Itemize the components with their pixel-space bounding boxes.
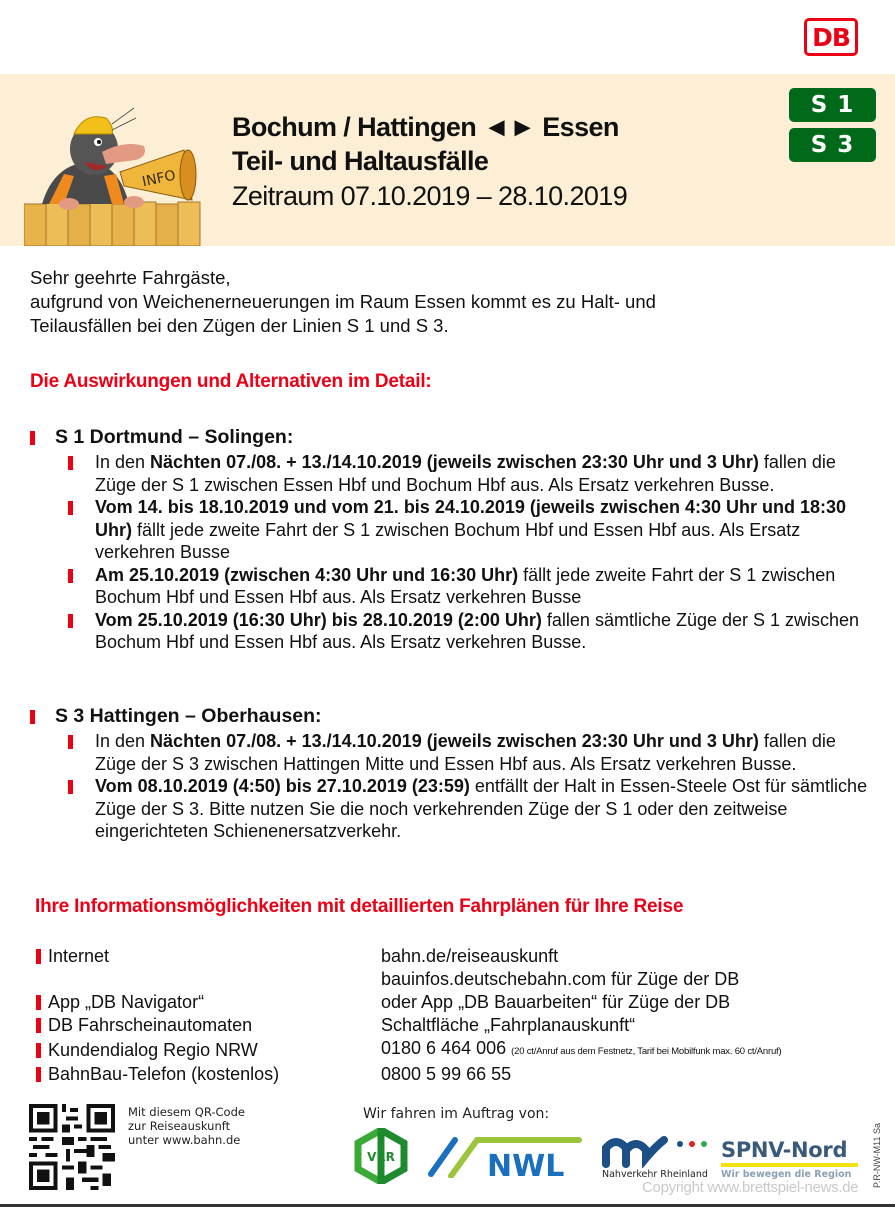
spnv-nord-logo [721,1138,859,1184]
info-table [36,945,781,1086]
info-label: App „DB Navigator“ [48,992,205,1012]
intro-line: aufgrund von Weichenerneuerungen im Raum Essen kommt es zu Halt- und [30,291,656,312]
item-bold: Nächten 07./08. + 13./14.10.2019 (jeweils zwischen 23:30 Uhr und 3 Uhr) [150,452,759,472]
svg-text:VRR: VRR [367,1150,395,1164]
spnv-title: SPNV-Nord [721,1138,848,1162]
item-text: fällt jede zweite Fahrt der S 1 zwischen Bochum Hbf und Essen Hbf aus. Als Ersatz verkehren Busse [95,564,836,607]
list-item [66,609,876,654]
info-label: BahnBau-Telefon (kostenlos) [48,1064,280,1084]
bullet-bar-icon [36,1067,41,1082]
line-section-s1 [30,425,890,654]
item-bold: Nächten 07./08. + 13./14.10.2019 (jeweils zwischen 23:30 Uhr und 3 Uhr) [150,731,759,751]
bullet-bar-icon [36,995,41,1010]
info-row [36,991,781,1014]
info-row [36,1063,781,1086]
item-text: fallen die Züge der S 3 zwischen Hattingen Mitte und Essen Hbf aus. Als Ersatz verkehren Busse. [95,731,836,774]
line-heading-text: S 1 Dortmund – Solingen: [55,426,294,448]
mole-mascot-icon [24,104,204,246]
line-items [66,451,890,654]
vrr-logo-icon [354,1128,408,1184]
line-heading [30,704,890,728]
item-text: fällt jede zweite Fahrt der S 1 zwischen Bochum Hbf und Essen Hbf aus. Als Ersatz verkehren Busse [95,519,801,562]
item-text: In den [95,452,151,472]
nahverkehr-rheinland-logo [602,1136,712,1184]
info-value: bahn.de/reiseauskunft [381,946,559,966]
line-badge-s3: S 3 [789,128,876,162]
header-band [0,74,895,246]
nvr-wave-icon [602,1136,712,1168]
qr-code-icon [29,1104,115,1190]
page-title-route: Bochum / Hattingen ◄► Essen [232,112,619,142]
info-row [36,945,781,968]
item-bold: Vom 25.10.2019 (16:30 Uhr) bis 28.10.2019 (2:00 Uhr) [95,609,542,630]
bullet-bar-icon [30,710,35,724]
salutation: Sehr geehrte Fahrgäste, [30,267,231,288]
list-item [66,496,876,564]
qr-caption-line: Mit diesem QR-Code [128,1105,245,1119]
svg-text:INFO: INFO [140,167,178,191]
partners-label: Wir fahren im Auftrag von: [363,1106,550,1122]
list-item [66,730,876,775]
bullet-bar-icon [36,949,41,964]
info-value [381,1037,781,1063]
bullet-bar-icon [36,1018,41,1033]
info-label: Kundendialog Regio NRW [48,1039,258,1060]
info-label: DB Fahrscheinautomaten [48,1015,253,1035]
document-code: P.R-NW-M11 Sa [872,1122,882,1188]
item-text: In den [95,731,151,751]
svg-text:NWL: NWL [487,1149,565,1178]
item-bold: Am 25.10.2019 (zwischen 4:30 Uhr und 16:30 Uhr) [95,564,519,585]
line-items [66,730,890,843]
info-value: oder App „DB Bauarbeiten“ für Züge der DB [381,992,731,1012]
title-block [232,110,627,214]
nwl-logo-icon [427,1134,584,1178]
qr-caption [128,1105,245,1147]
item-text: fallen die Züge der S 1 zwischen Essen Hbf und Bochum Hbf aus. Als Ersatz verkehren Busse. [95,452,836,495]
phone-number: 0180 6 464 006 [381,1038,507,1058]
intro-text [30,266,656,338]
bullet-bar-icon [36,1043,41,1058]
bullet-bar-icon [68,456,73,470]
item-text: entfällt der Halt in Essen-Steele Ost für sämtliche Züge der S 3. Bitte nutzen Sie die noch verkehrenden Züge der S 1 oder den zeitweise eingerichteten Schienenersatzverkehr. [95,776,868,841]
qr-caption-line: unter www.bahn.de [128,1133,241,1147]
bullet-bar-icon [30,431,35,445]
item-bold: Vom 14. bis 18.10.2019 und vom 21. bis 24.10.2019 (jeweils zwischen 4:30 Uhr und 18:30 Uhr) [95,497,847,540]
page-title-type: Teil- und Haltausfälle [232,146,489,176]
db-logo [804,18,858,56]
copyright-watermark: Copyright www.brettspiel-news.de [642,1179,859,1196]
line-heading-text: S 3 Hattingen – Oberhausen: [55,705,322,727]
info-label: Internet [48,946,110,966]
line-section-s3 [30,704,890,843]
period-text: Zeitraum 07.10.2019 – 28.10.2019 [232,181,628,211]
nvr-caption: Nahverkehr Rheinland [602,1169,708,1180]
info-row [36,1037,781,1063]
bullet-bar-icon [68,569,73,583]
qr-caption-line: zur Reiseauskunft [128,1119,231,1133]
bullet-bar-icon [68,501,73,515]
line-badge-s1: S 1 [789,88,876,122]
line-badges [789,88,876,168]
list-item [66,451,876,496]
info-row [36,1014,781,1037]
info-heading: Ihre Informationsmöglichkeiten mit detaillierten Fahrplänen für Ihre Reise [35,896,684,917]
list-item [66,775,876,843]
spnv-underline [721,1163,858,1167]
tariff-note: (20 ct/Anruf aus dem Festnetz, Tarif bei Mobilfunk max. 60 ct/Anruf) [511,1046,782,1057]
details-heading: Die Auswirkungen und Alternativen im Detail: [30,371,432,392]
info-value: Schaltfläche „Fahrplanauskunft“ [381,1015,636,1035]
bullet-bar-icon [68,614,73,628]
spnv-subtitle: Wir bewegen die Region [721,1169,852,1180]
info-row [36,968,781,991]
db-logo-text: DB [812,22,850,52]
line-heading [30,425,890,449]
list-item [66,564,876,609]
item-text: fallen sämtliche Züge der S 1 zwischen Bochum Hbf und Essen Hbf aus. Als Ersatz verkehren Busse. [95,609,860,652]
bullet-bar-icon [68,780,73,794]
intro-line: Teilausfällen bei den Zügen der Linien S 1 und S 3. [30,315,449,336]
bullet-bar-icon [68,735,73,749]
info-value: 0800 5 99 66 55 [381,1064,512,1084]
info-value: bauinfos.deutschebahn.com für Züge der DB [381,969,740,989]
item-bold: Vom 08.10.2019 (4:50) bis 27.10.2019 (23:59) [95,776,470,796]
